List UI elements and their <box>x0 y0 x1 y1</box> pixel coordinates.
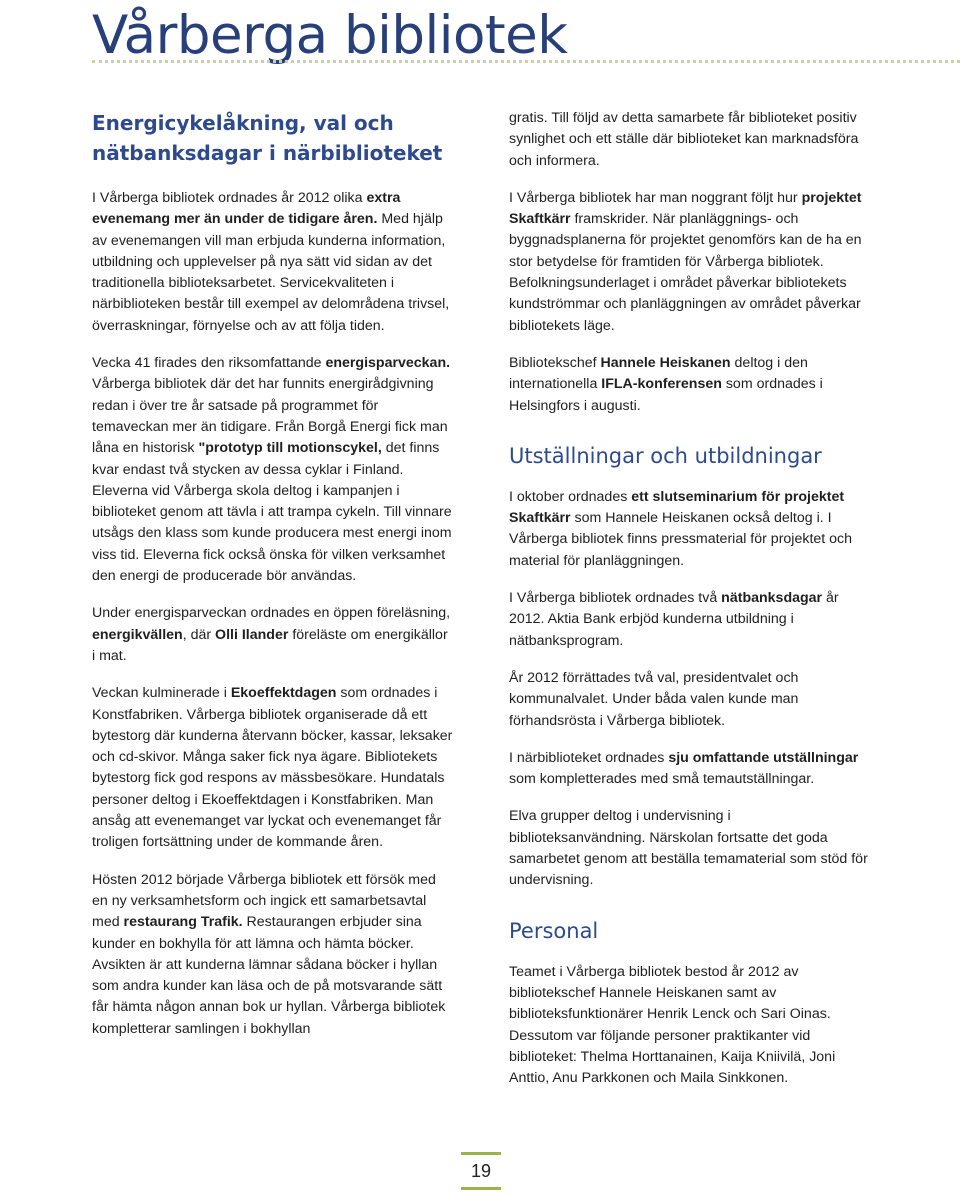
paragraph-seminar: I oktober ordnades ett slutseminarium för projektet Skaftkärr som Hannele Heiskanen också deltog i. I Vårberga bibliotek finns pressmaterial för projektet och material för planläggningen. <box>509 488 853 569</box>
paragraph-exhibitions: I närbiblioteket ordnades sju omfattande utställningar som kompletterades med små temautställningar. <box>509 749 859 788</box>
paragraph-energy-week: Vecka 41 firades den riksomfattande energisparveckan. Vårberga bibliotek där det har funnits energirådgivning redan i över tre år satsade på programmet för temaveckan mer än tidigare. Från Borgå Energi fick man låna en historisk "prototyp till motionscykel, det finns kvar endast två stycken av dessa cyklar i Finland. Eleverna vid Vårberga skola deltog i kampanjen i biblioteket genom att tävla i att trampa cykeln. Till vinnare utsågs den klass som kunde producera mest energi inom viss tid. Eleverna fick också önska för vilken verksamhet den energi de producerade bör användas. <box>92 355 452 585</box>
page-title: Vårberga bibliotek <box>92 5 568 66</box>
paragraph-skaftkarr: I Vårberga bibliotek har man noggrant följt hur projektet Skaftkärr framskrider. När planläggnings- och byggnadsplanerna för projektet genomförs kan de ha en stor betydelse för framtiden för Vårberga bibliotek. Befolkningsunderlaget i området påverkar bibliotekets kundströmmar och planläggningen av området påverkar bibliotekets läge. <box>509 189 862 334</box>
paragraph-ecoeffect-day: Veckan kulminerade i Ekoeffektdagen som ordnades i Konstfabriken. Vårberga bibliotek organiserade då ett bytestorg där kunderna återvann böcker, kassar, leksaker och cd-skivor. Många saker fick nya ägare. Bibliotekets bytestorg fick god respons av mässbesökare. Hundatals personer deltog i Ekoeffektdagen i Konstfabriken. Man ansåg att evenemanget var lyckat och evenemanget får troligen fortsättning under de kommande åren. <box>92 685 453 851</box>
paragraph-teaching: Elva grupper deltog i undervisning i biblioteksanvändning. Närskolan fortsatte det goda samarbetet genom att beställa temamaterial som stöd för undervisning. <box>509 808 868 889</box>
page-number: 19 <box>461 1152 501 1190</box>
paragraph-elections: År 2012 förrättades två val, presidentvalet och kommunalvalet. Under båda valen kunde man förhandsrösta i Vårberga bibliotek. <box>509 669 799 729</box>
section-heading-personnel: Personal <box>509 918 599 943</box>
paragraph-ifla: Bibliotekschef Hannele Heiskanen deltog i den internationella IFLA-konferensen som ordnades i Helsingfors i augusti. <box>509 354 823 414</box>
right-column <box>509 108 871 1105</box>
paragraph-team: Teamet i Vårberga bibliotek bestod år 2012 av bibliotekschef Hannele Heiskanen samt av biblioteksfunktionärer Henrik Lenck och Sari Oinas. Dessutom var följande personer praktikanter vid biblioteket: Thelma Horttanainen, Kaija Kniivilä, Joni Anttio, Anu Parkkonen och Maila Sinkkonen. <box>509 963 836 1087</box>
paragraph-free-visibility: gratis. Till följd av detta samarbete får biblioteket positiv synlighet och ett ställe där biblioteket kan marknadsföra och informera. <box>509 110 859 169</box>
paragraph-energy-evening: Under energisparveckan ordnades en öppen föreläsning, energikvällen, där Olli Ilander föreläste om energikällor i mat. <box>92 605 451 664</box>
left-column <box>92 100 454 1056</box>
paragraph-restaurant-trafik: Hösten 2012 började Vårberga bibliotek ett försök med en ny verksamhetsform och ingick ett samarbetsavtal med restaurang Trafik. Restaurangen erbjuder sina kunder en bokhylla för att lämna och hämta böcker. Avsikten är att kunderna lämnar sådana böcker i hyllan som andra kunder kan läsa och de på motsvarande sätt får hämta någon annan bok ur hyllan. Vårberga bibliotek kompletterar samlingen i bokhyllan <box>92 871 446 1037</box>
section-heading-energy: Energicykelåkning, val och nätbanksdagar i närbiblioteket <box>92 111 443 165</box>
paragraph-events: I Vårberga bibliotek ordnades år 2012 olika extra evenemang mer än under de tidigare åren. Med hjälp av evenemangen vill man erbjuda kunderna information, utbildning och upplevelser på nya sätt vid sidan av det traditionella biblioteksarbetet. Servicekvaliteten i närbiblioteken består till exempel av delområdena trivsel, överraskningar, förnyelse och av att följa tiden. <box>92 190 450 334</box>
section-heading-exhibitions: Utställningar och utbildningar <box>509 443 822 468</box>
title-divider <box>92 60 960 63</box>
paragraph-netbank-days: I Vårberga bibliotek ordnades två nätbanksdagar år 2012. Aktia Bank erbjöd kunderna utbildning i nätbanksprogram. <box>509 590 839 649</box>
